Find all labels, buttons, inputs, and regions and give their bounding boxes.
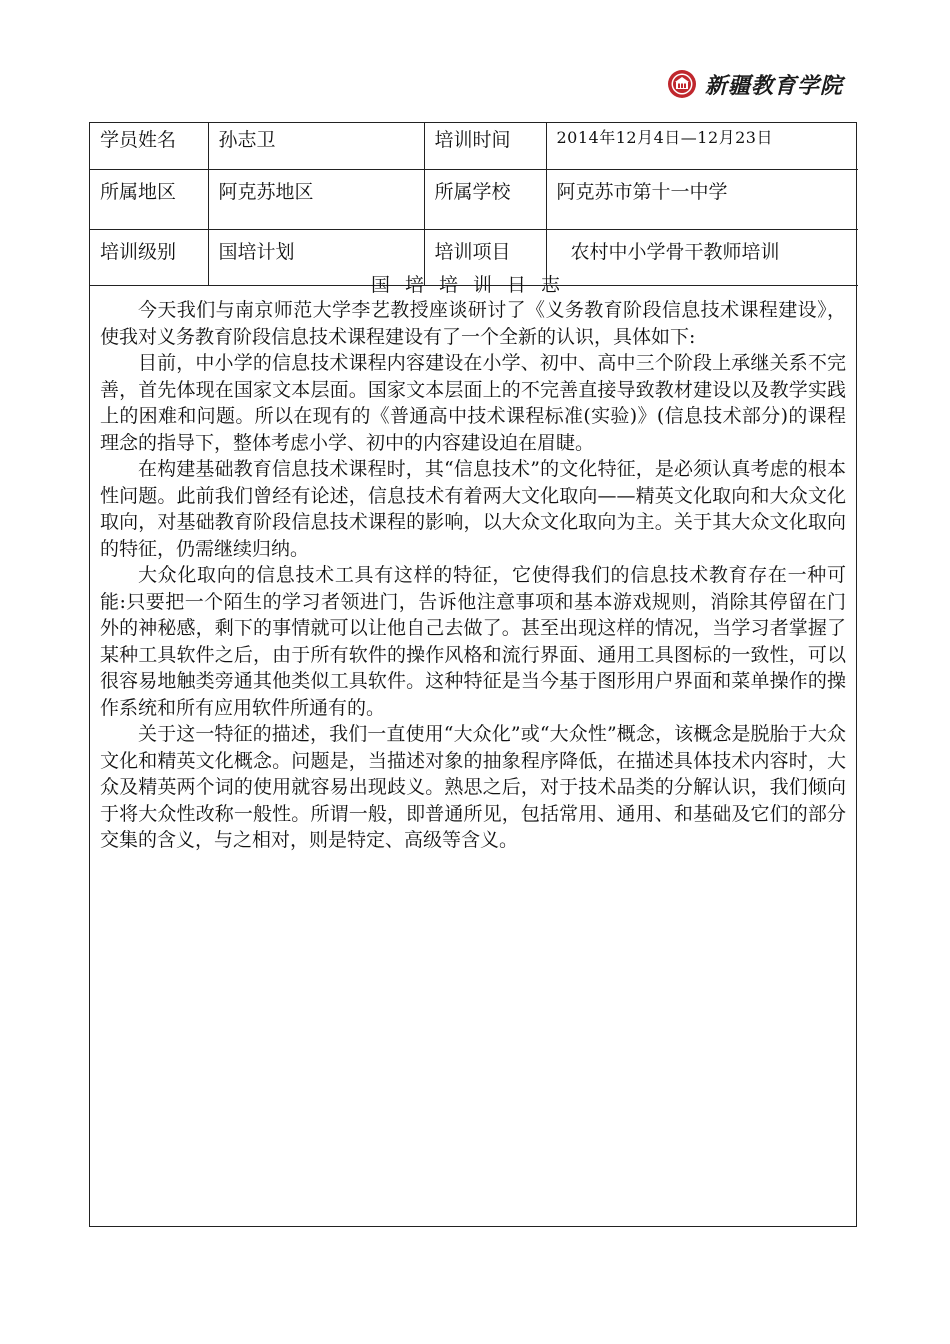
label-student-name: 学员姓名 bbox=[90, 123, 208, 170]
table-row bbox=[90, 123, 858, 170]
journal-paragraph: 关于这一特征的描述，我们一直使用“大众化”或“大众性”概念，该概念是脱胎于大众文化和精英文化概念。问题是，当描述对象的抽象程序降低，在描述具体技术内容时，大众及精英两个词的使用就容易出现歧义。熟思之后，对于技术品类的分解认识，我们倾向于将大众性改称一般性。所谓一般，即普通所见，包括常用、通用、和基础及它们的部分交集的含义，与之相对，则是特定、高级等含义。 bbox=[100, 723, 846, 851]
value-training-level: 国培计划 bbox=[208, 230, 424, 286]
table-row bbox=[90, 170, 858, 230]
school-name: 新疆教育学院 bbox=[705, 72, 844, 99]
journal-paragraph: 目前，中小学的信息技术课程内容建设在小学、初中、高中三个阶段上承继关系不完善，首先体现在国家文本层面。国家文本层面上的不完善直接导致教材建设以及教学实践上的困难和问题。所以在现有的《普通高中技术课程标准(实验)》(信息技术部分)的课程理念的指导下，整体考虑小学、初中的内容建设迫在眉睫。 bbox=[100, 352, 846, 454]
label-training-project: 培训项目 bbox=[424, 230, 546, 286]
journal-paragraph: 在构建基础教育信息技术课程时，其“信息技术”的文化特征，是必须认真考虑的根本性问题。此前我们曾经有论述，信息技术有着两大文化取向——精英文化取向和大众文化取向，对基础教育阶段信息技术课程的影响，以大众文化取向为主。关于其大众文化取向的特征，仍需继续归纳。 bbox=[100, 458, 846, 560]
journal-paragraph: 今天我们与南京师范大学李艺教授座谈研讨了《义务教育阶段信息技术课程建设》，使我对义务教育阶段信息技术课程建设有了一个全新的认识，具体如下: bbox=[100, 299, 846, 348]
label-region: 所属地区 bbox=[90, 170, 208, 230]
label-training-level: 培训级别 bbox=[90, 230, 208, 286]
school-logo bbox=[667, 66, 843, 102]
student-info-table bbox=[90, 123, 858, 286]
journal-paragraph: 大众化取向的信息技术工具有这样的特征，它使得我们的信息技术教育存在一种可能:只要把一个陌生的学习者领进门，告诉他注意事项和基本游戏规则，消除其停留在门外的神秘感，剩下的事情就可以让他自己去做了。甚至出现这样的情况，当学习者掌握了某种工具软件之后，由于所有软件的操作风格和流行界面、通用工具图标的一致性，可以很容易地触类旁通其他类似工具软件。这种特征是当今基于图形用户界面和菜单操作的操作系统和所有应用软件所通有的。 bbox=[100, 564, 846, 719]
value-region: 阿克苏地区 bbox=[208, 170, 424, 230]
label-training-time: 培训时间 bbox=[424, 123, 546, 170]
training-log-form bbox=[89, 122, 857, 1227]
journal-title: 国培培训日志 bbox=[370, 274, 575, 296]
label-school: 所属学校 bbox=[424, 170, 546, 230]
journal-content bbox=[100, 297, 846, 854]
school-seal-icon bbox=[667, 69, 697, 99]
value-training-time: 2014年12月4日—12月23日 bbox=[546, 123, 858, 170]
value-training-project: 农村中小学骨干教师培训 bbox=[546, 230, 858, 286]
value-student-name: 孙志卫 bbox=[208, 123, 424, 170]
value-school: 阿克苏市第十一中学 bbox=[546, 170, 858, 230]
